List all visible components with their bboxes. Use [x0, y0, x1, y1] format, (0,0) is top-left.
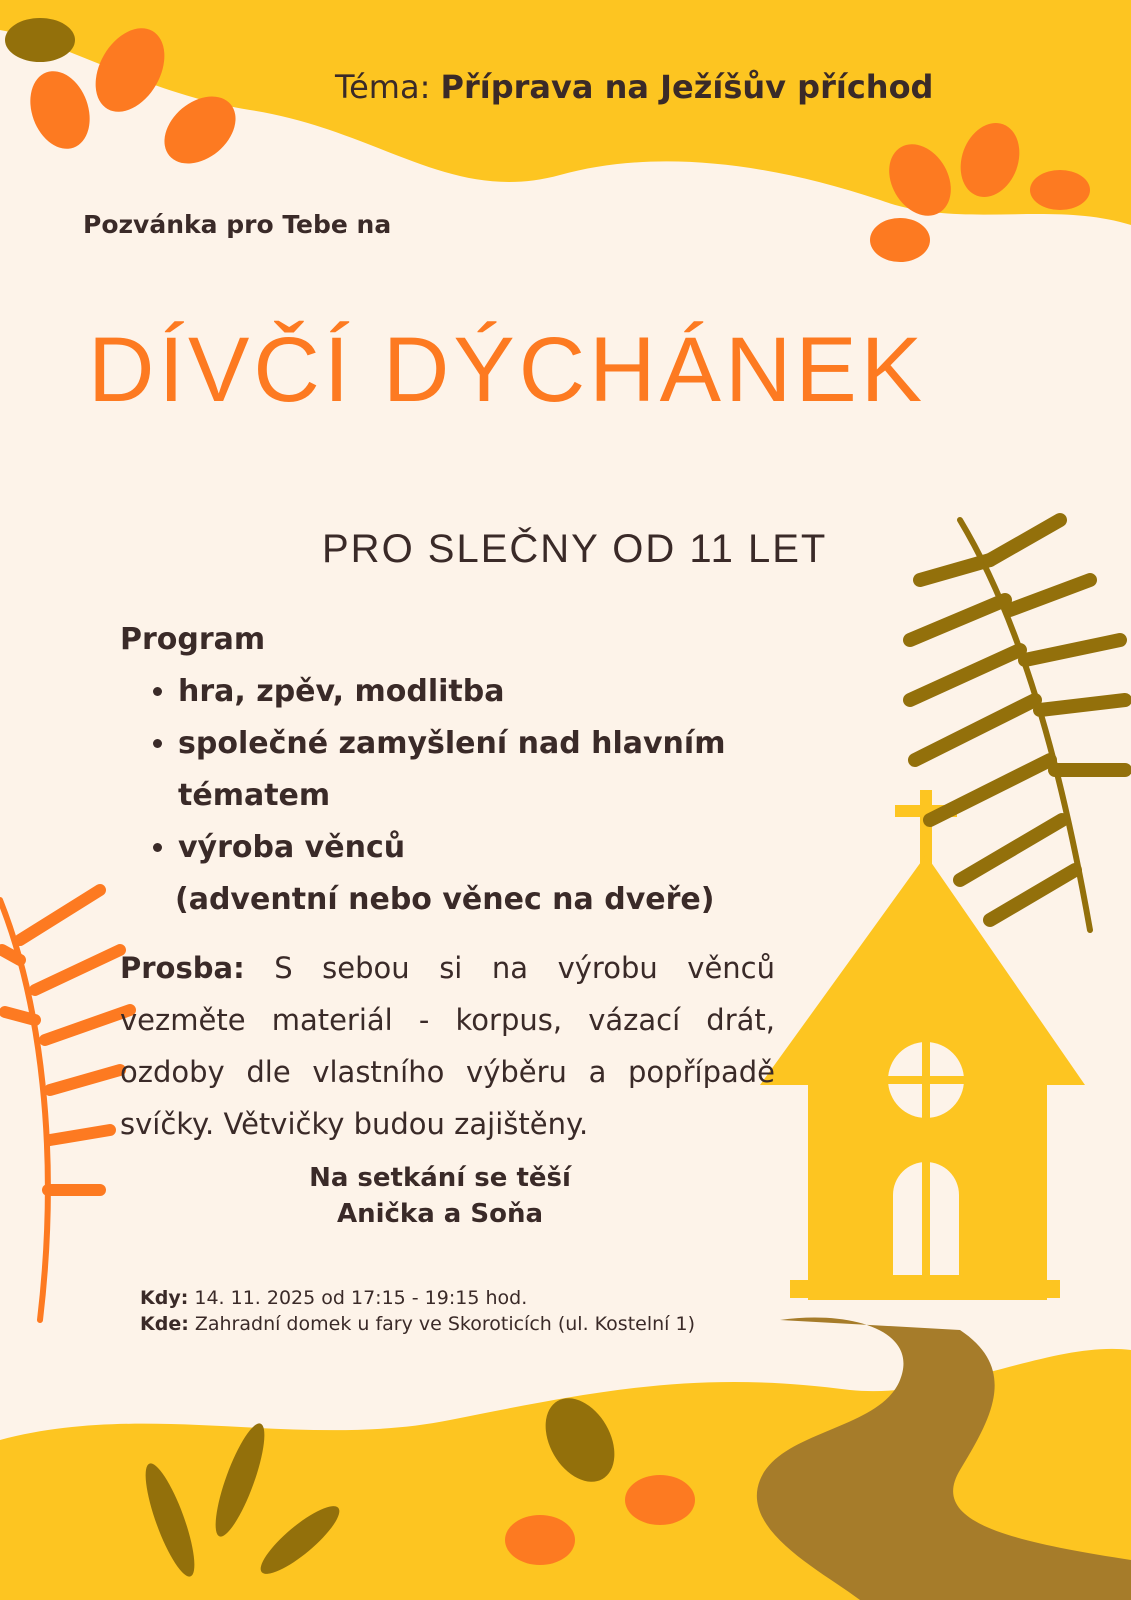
event-title: DÍVČÍ DÝCHÁNEK — [88, 319, 927, 421]
where-row — [140, 1311, 960, 1337]
program-note: (adventní nebo věnec na dveře) — [175, 882, 715, 917]
when-label: Kdy: — [140, 1287, 189, 1309]
hosts-names: Anička a Soňa — [336, 1199, 544, 1229]
list-item: • výroba věnců — [178, 822, 780, 874]
list-item: • hra, zpěv, modlitba — [178, 666, 780, 718]
request-label: Prosba: — [120, 951, 245, 985]
request-paragraph — [120, 942, 775, 1150]
list-item: • společné zamyšlení nad hlavním tématem — [178, 718, 780, 822]
program-list — [120, 666, 780, 874]
when-row — [140, 1285, 960, 1311]
program-heading: Program — [120, 622, 266, 657]
where-label: Kde: — [140, 1313, 189, 1335]
hosts-line: Na setkání se těší — [309, 1163, 571, 1193]
program-section — [120, 614, 780, 926]
event-info — [140, 1285, 960, 1337]
top-yellow-wave — [0, 0, 1131, 225]
event-subtitle: PRO SLEČNY OD 11 LET — [322, 527, 828, 571]
orange-fern-left — [0, 890, 130, 1320]
theme-value: Příprava na Ježíšův příchod — [440, 68, 934, 106]
where-value: Zahradní domek u fary ve Skoroticích (ul. Kostelní 1) — [194, 1313, 695, 1335]
when-value: 14. 11. 2025 od 17:15 - 19:15 hod. — [194, 1287, 528, 1309]
request-text: S sebou si na výrobu věnců vezměte materiál - korpus, vázací drát, ozdoby dle vlastního výběru a popřípadě svíčky. Větvičky budou zajištěny. — [120, 951, 775, 1141]
theme-label: Téma: — [335, 68, 431, 106]
invite-text: Pozvánka pro Tebe na — [83, 210, 392, 239]
theme-line — [335, 68, 1075, 106]
olive-fern-right — [910, 520, 1125, 930]
hosts — [0, 1160, 880, 1232]
